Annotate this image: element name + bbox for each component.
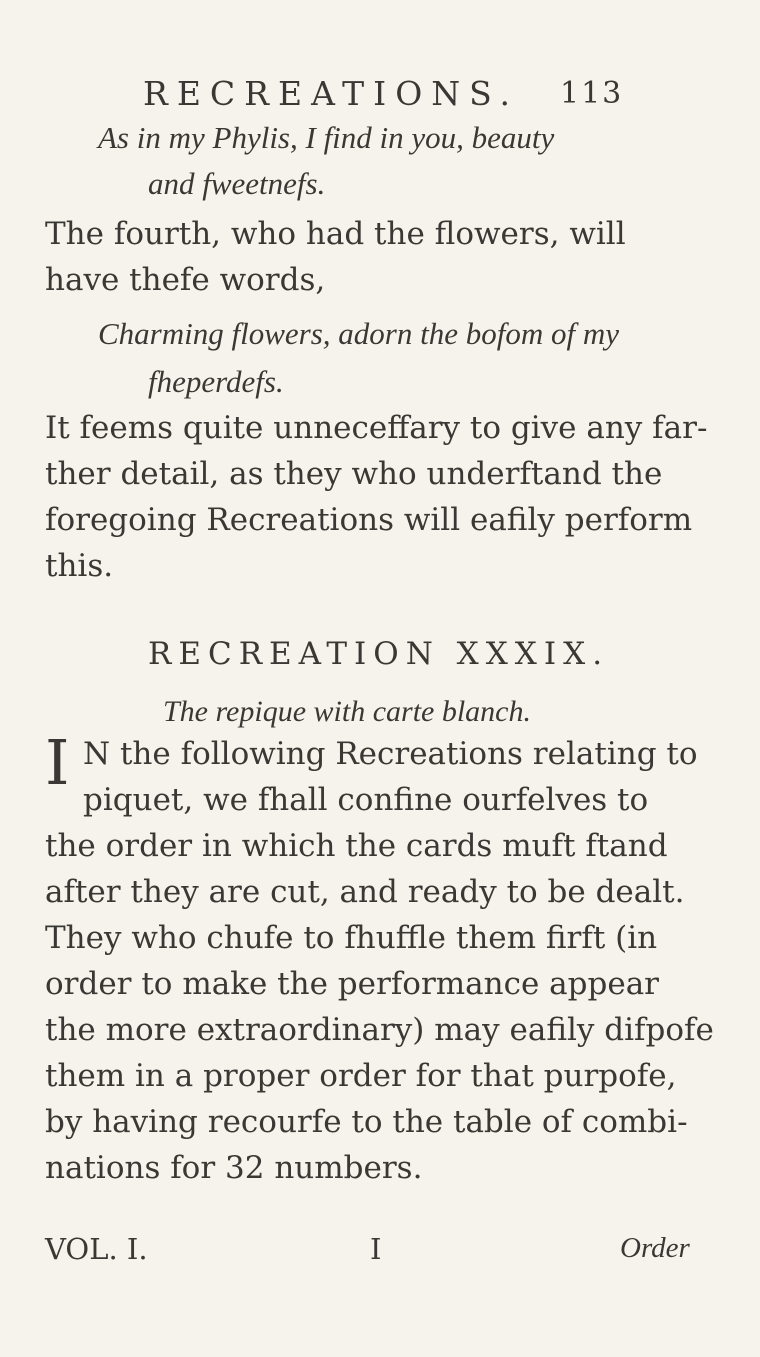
body-line: nations for 32 numbers. (45, 1150, 423, 1186)
body-line: after they are cut, and ready to be dealt. (45, 874, 685, 910)
body-line: them in a proper order for that purpofe, (45, 1058, 677, 1094)
body-line: The fourth, who had the flowers, will (45, 216, 626, 252)
body-line: have thefe words, (45, 262, 326, 298)
body-line: this. (45, 548, 114, 584)
verse-line: fheperdefs. (148, 364, 284, 399)
body-line: ther detail, as they who underftand the (45, 456, 663, 492)
volume-mark: VOL. I. (45, 1232, 148, 1266)
body-line: N the following Recreations relating to (83, 736, 698, 772)
body-line: the order in which the cards muft ftand (45, 828, 668, 864)
verse-line: Charming flowers, adorn the bofom of my (98, 316, 619, 351)
body-line: They who chufe to fhuffle them firft (in (45, 920, 658, 956)
body-line: order to make the performance appear (45, 966, 659, 1002)
body-line: It feems quite unneceffary to give any far- (45, 410, 708, 446)
body-line: by having recourfe to the table of combi- (45, 1104, 688, 1140)
body-line: foregoing Recreations will eafily perform (45, 502, 693, 538)
section-heading: RECREATION XXXIX. (148, 636, 610, 672)
signature-mark: I (370, 1232, 382, 1266)
section-subtitle: The repique with carte blanch. (163, 695, 531, 728)
body-line: the more extraordinary) may eafily difpofe (45, 1012, 714, 1048)
body-line: piquet, we fhall confine ourfelves to (83, 782, 649, 818)
running-title: RECREATIONS. (143, 74, 520, 113)
verse-line: and fweetnefs. (148, 166, 326, 201)
catchword: Order (620, 1232, 690, 1264)
verse-line: As in my Phylis, I find in you, beauty (98, 120, 555, 155)
page-number: 113 (560, 76, 624, 111)
drop-cap: I (45, 726, 70, 799)
